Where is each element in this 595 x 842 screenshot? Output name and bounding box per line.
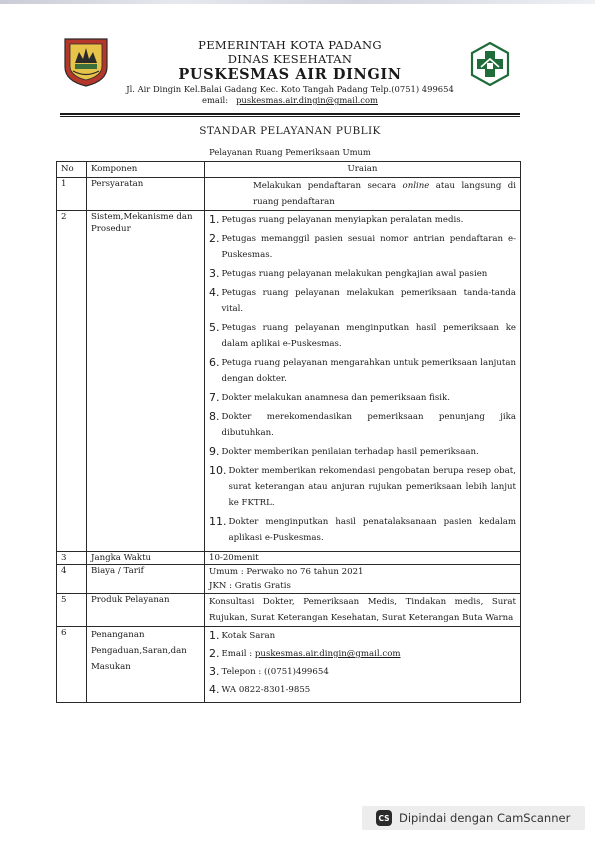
list-text [222,646,517,662]
camscanner-text: Dipindai dengan CamScanner [399,811,571,825]
table-row [57,211,521,552]
document-subtitle: Pelayanan Ruang Pemeriksaan Umum [209,147,371,157]
header-komponen: Komponen [87,162,205,178]
list-item [209,684,516,698]
list-item [209,630,516,644]
list-text: Dokter merekomendasikan pemeriksaan penunjang jika dibutuhkan. [221,412,516,438]
letterhead-rule-thick [60,113,520,115]
service-standard-table [56,161,521,703]
list-number: 4. [209,286,220,299]
list-text: Petugas memanggil pasien sesuai nomor antrian pendaftaran e-Puskesmas. [221,234,516,260]
row-komponen: Jangka Waktu [87,552,205,565]
table-row [57,627,521,703]
list-text: Kotak Saran [221,631,276,641]
list-number: 6. [209,356,220,369]
list-text: Dokter menginputkan hasil penatalaksanaan pasien kedalam aplikasi e-Puskesmas. [228,517,516,543]
table-header-row [57,162,521,178]
row-uraian [205,627,521,703]
camscanner-logo-icon: CS [376,810,392,826]
row-komponen: Produk Pelayanan [87,594,205,627]
list-item [209,392,516,406]
complaint-channel-list [209,630,516,698]
row-no: 5 [57,594,87,627]
list-number: 9. [209,445,220,458]
row-uraian [205,178,521,211]
table-row [57,565,521,594]
list-number: 8. [209,410,220,423]
table-row [57,594,521,627]
email-line [100,95,480,106]
list-number: 5. [209,321,220,334]
requirement-text-start: Melakukan pendaftaran secara [253,181,403,191]
list-text: Dokter melakukan anamnesa dan pemeriksaan fisik. [221,393,450,403]
list-number: 10. [209,464,227,477]
list-number: 2. [209,647,220,660]
header-uraian: Uraian [205,162,521,178]
list-item [209,357,516,387]
list-number: 3. [209,267,220,280]
list-item [209,516,516,546]
list-number: 4. [209,683,220,696]
table-row [57,552,521,565]
document-title: STANDAR PELAYANAN PUBLIK [199,125,381,137]
list-text: Petugas ruang pelayanan melakukan pengkajian awal pasien [221,269,488,279]
list-item [209,268,516,282]
requirement-text-online: online [402,181,430,191]
email-label: email: [201,95,229,105]
list-item [209,411,516,441]
tariff-general: Umum : Perwako no 76 tahun 2021 [209,567,364,577]
table-row [57,178,521,211]
row-komponen: Biaya / Tarif [87,565,205,594]
list-text: Petugas ruang pelayanan melakukan pemeriksaan tanda-tanda vital. [221,288,516,314]
list-text: Petuga ruang pelayanan mengarahkan untuk pemeriksaan lanjutan dengan dokter. [221,358,516,384]
list-number: 3. [209,665,220,678]
letterhead-rule-thin [60,116,520,117]
list-item [209,322,516,352]
list-item [209,465,516,511]
list-number: 1. [209,213,220,226]
tariff-jkn: JKN : Gratis Gratis [209,581,291,591]
list-item [209,666,516,680]
list-text: Petugas ruang pelayanan menyiapkan peralatan medis. [221,215,464,225]
header-no: No [57,162,87,178]
row-uraian [205,565,521,594]
scan-edge [0,0,595,4]
list-item [209,648,516,662]
row-uraian: 10-20menit [205,552,521,565]
list-number: 7. [209,391,220,404]
list-text: WA 0822-8301-9855 [221,685,311,695]
government-name: PEMERINTAH KOTA PADANG [198,38,382,52]
row-komponen: Persyaratan [87,178,205,211]
department-name: DINAS KESEHATAN [227,52,353,66]
letterhead [100,38,480,106]
list-text: Petugas ruang pelayanan menginputkan hasil pemeriksaan ke dalam aplikai e-Puskesmas. [221,323,516,349]
email-prefix: Email : [221,649,255,659]
row-komponen: Penanganan Pengaduan,Saran,dan Masukan [87,627,205,703]
list-number: 2. [209,232,220,245]
complaint-email-link[interactable]: puskesmas.air.dingin@gmail.com [254,649,401,659]
list-number: 1. [209,629,220,642]
list-text: Dokter memberikan rekomendasi pengobatan berupa resep obat, surat keterangan atau anjuran rujukan pemeriksaan lebih lanjut ke FKTRL. [228,466,516,508]
row-no: 1 [57,178,87,211]
list-number: 11. [209,515,227,528]
row-no: 6 [57,627,87,703]
row-komponen: Sistem,Mekanisme dan Prosedur [87,211,205,552]
list-item [209,446,516,460]
list-item [209,287,516,317]
address-line: Jl. Air Dingin Kel.Balai Gadang Kec. Koto Tangah Padang Telp.(0751) 499654 [126,84,454,94]
requirement-text-end: atau langsung di ruang pendaftaran [253,181,516,207]
camscanner-watermark [362,806,585,830]
list-text: Dokter memberikan penilaian terhadap hasil pemeriksaan. [221,447,479,457]
list-item [209,233,516,263]
row-uraian: Konsultasi Dokter, Pemeriksaan Medis, Tindakan medis, Surat Rujukan, Surat Keterangan Kesehatan, Surat Keterangan Buta Warna [205,594,521,627]
row-uraian [205,211,521,552]
row-no: 2 [57,211,87,552]
requirement-text [209,178,516,210]
list-text: Telepon : ((0751)499654 [221,667,329,677]
email-link[interactable]: puskesmas.air.dingin@gmail.com [236,95,378,105]
row-no: 3 [57,552,87,565]
procedure-list [209,214,516,546]
row-no: 4 [57,565,87,594]
institution-name: PUSKESMAS AIR DINGIN [178,66,402,83]
list-item [209,214,516,228]
